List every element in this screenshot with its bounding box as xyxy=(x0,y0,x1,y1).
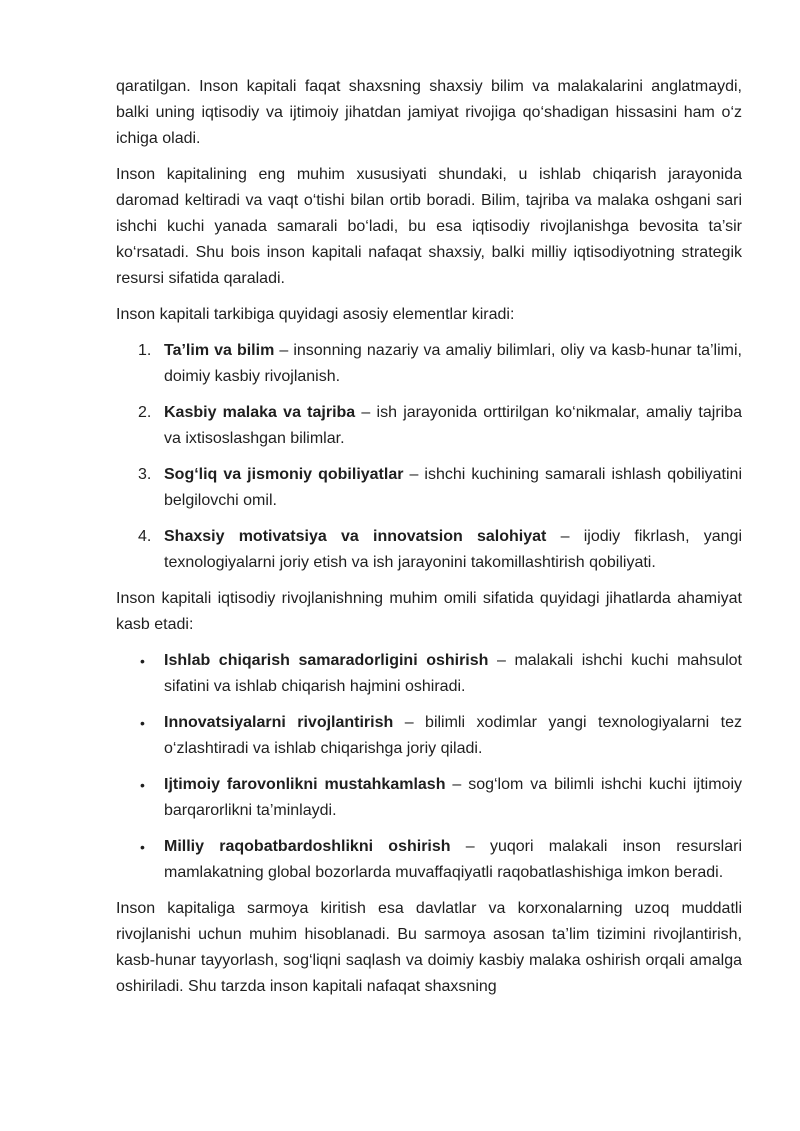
list-item-text: – yuqori malakali inson resurslari mamlakatning global bozorlarda muvaffaqiyatli raqobatlashishiga imkon beradi. xyxy=(164,838,742,881)
list-item-text: – insonning nazariy va amaliy bilimlari, oliy va kasb-hunar ta’limi, doimiy kasbiy rivojlanish. xyxy=(164,342,742,385)
bullet-icon: • xyxy=(140,777,145,793)
list-item-term: Shaxsiy motivatsiya va innovatsion salohiyat xyxy=(164,528,547,545)
list-number: 2. xyxy=(138,404,152,421)
bullet-list-item xyxy=(116,772,742,824)
list-item-term: Innovatsiyalarni rivojlantirish xyxy=(164,714,394,731)
paragraph-4: Inson kapitali iqtisodiy rivojlanishning muhim omili sifatida quyidagi jihatlarda ahamiyat kasb etadi: xyxy=(116,590,742,633)
list-item-text: – ijodiy fikrlash, yangi texnologiyalarni joriy etish va ish jarayonini takomillashtirish qobiliyati. xyxy=(164,528,742,571)
bullet-list-item xyxy=(116,710,742,762)
list-item-term: Ishlab chiqarish samaradorligini oshirish xyxy=(164,652,489,669)
list-item-text: – malakali ishchi kuchi mahsulot sifatini va ishlab chiqarish hajmini oshiradi. xyxy=(164,652,742,695)
paragraph-2: Inson kapitalining eng muhim xususiyati shundaki, u ishlab chiqarish jarayonida daromad keltiradi va vaqt o‘tishi bilan ortib boradi. Bilim, tajriba va malaka oshgani sari ishchi kuchi yanada samarali bo‘ladi, bu esa iqtisodiy rivojlanishga bevosita ta’sir ko‘rsatadi. Shu bois inson kapitali nafaqat shaxsiy, balki milliy iqtisodiyotning strategik resursi sifatida qaraladi. xyxy=(116,166,742,287)
list-number: 3. xyxy=(138,466,152,483)
bullet-list-item xyxy=(116,648,742,700)
paragraph-1: qaratilgan. Inson kapitali faqat shaxsning shaxsiy bilim va malakalarini anglatmaydi, balki uning iqtisodiy va ijtimoiy jihatdan jamiyat rivojiga qo‘shadigan hissasini ham o‘z ichiga oladi. xyxy=(116,78,742,147)
numbered-list-item xyxy=(116,462,742,514)
list-item-term: Sog‘liq va jismoniy qobiliyatlar xyxy=(164,466,404,483)
list-item-term: Kasbiy malaka va tajriba xyxy=(164,404,356,421)
numbered-list-item xyxy=(116,524,742,576)
list-number: 1. xyxy=(138,342,152,359)
paragraph-5: Inson kapitaliga sarmoya kiritish esa davlatlar va korxonalarning uzoq muddatli rivojlanishi uchun muhim hisoblanadi. Bu sarmoya asosan ta’lim tizimini rivojlantirish, kasb-hunar tayyorlash, sog‘liqni saqlash va doimiy kasbiy malaka oshirish orqali amalga oshiriladi. Shu tarzda inson kapitali nafaqat shaxsning xyxy=(116,900,742,995)
bullet-list-item xyxy=(116,834,742,886)
numbered-list xyxy=(116,338,742,576)
list-item-term: Ta’lim va bilim xyxy=(164,342,275,359)
numbered-list-item xyxy=(116,338,742,390)
bullet-icon: • xyxy=(140,839,145,855)
list-item-text: – bilimli xodimlar yangi texnologiyalarni tez o‘zlashtiradi va ishlab chiqarishga joriy qiladi. xyxy=(164,714,742,757)
list-item-term: Milliy raqobatbardoshlikni oshirish xyxy=(164,838,451,855)
list-item-text: – ish jarayonida orttirilgan ko‘nikmalar, amaliy tajriba va ixtisoslashgan bilimlar. xyxy=(164,404,742,447)
paragraph-3: Inson kapitali tarkibiga quyidagi asosiy elementlar kiradi: xyxy=(116,306,515,323)
list-item-text: – ishchi kuchining samarali ishlash qobiliyatini belgilovchi omil. xyxy=(164,466,743,509)
bullet-icon: • xyxy=(140,653,145,669)
list-number: 4. xyxy=(138,528,152,545)
bullet-icon: • xyxy=(140,715,145,731)
bullet-list xyxy=(116,648,742,886)
list-item-term: Ijtimoiy farovonlikni mustahkamlash xyxy=(164,776,446,793)
list-item-text: – sog‘lom va bilimli ishchi kuchi ijtimoiy barqarorlikni ta’minlaydi. xyxy=(164,776,742,819)
numbered-list-item xyxy=(116,400,742,452)
